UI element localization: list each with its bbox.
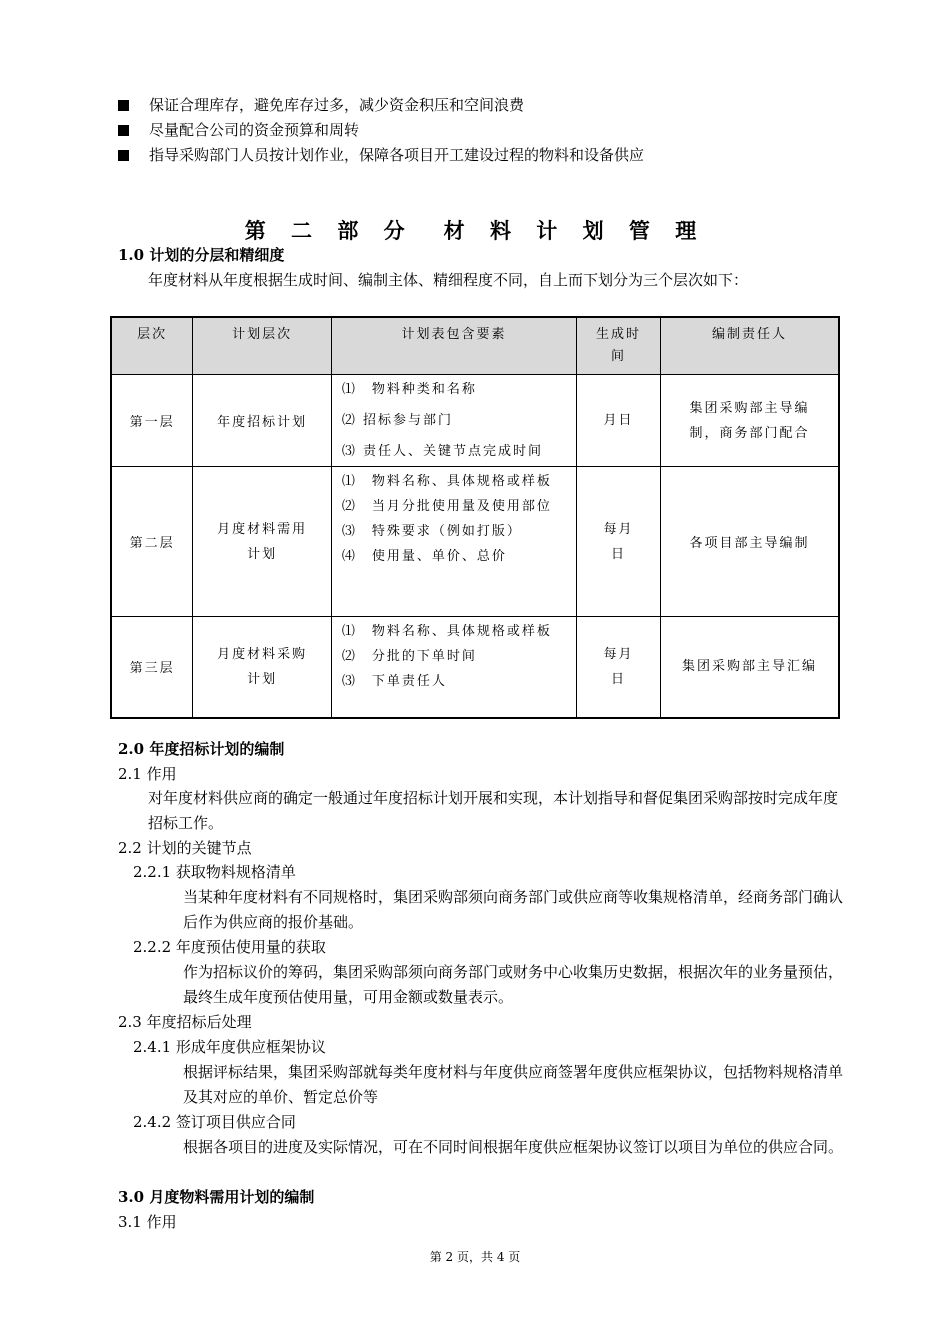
bullet-item: 指导采购部门人员按计划作业，保障各项目开工建设过程的物料和设备供应 [118,144,644,166]
item-line: ⑴ 物料种类和名称 [341,382,477,397]
subsubsection-title: 2.4.2 签订项目供应合同 [133,1113,296,1131]
bullet-square-icon [118,100,129,111]
owner-cell: 集团采购部主导编制，商务部门配合 [660,375,839,467]
subsubsection-title: 2.4.1 形成年度供应框架协议 [133,1038,326,1056]
plan-cell: 年度招标计划 [193,375,332,467]
item-line: ⑷ 使用量、单价、总价 [341,549,507,564]
bullet-square-icon [118,125,129,136]
paragraph: 当某种年度材料有不同规格时，集团采购部须向商务部门或供应商等收集规格清单，经商务部门确认后作为供应商的报价基础。 [183,888,844,931]
items-cell [331,617,576,718]
table-row [111,467,839,617]
bullet-item: 尽量配合公司的资金预算和周转 [118,119,359,141]
header-cell: 计划表包含要素 [331,317,576,375]
subsection-title: 3.1 作用 [118,1213,177,1231]
section-heading-1: 1.0 计划的分层和精细度 [118,246,285,264]
item-line: ⑵ 招标参与部门 [341,413,454,428]
subsection-title: 2.2 计划的关键节点 [118,839,252,857]
paragraph: 根据各项目的进度及实际情况，可在不同时间根据年度供应框架协议签订以项目为单位的供应合同。 [183,1138,844,1156]
items-cell [331,375,576,467]
subsubsection-title: 2.2.2 年度预估使用量的获取 [133,938,326,956]
level-cell: 第三层 [111,617,193,718]
item-line: ⑶ 特殊要求（例如打版） [341,524,522,539]
item-line: ⑴ 物料名称、具体规格或样板 [341,624,552,639]
time-cell: 月日 [577,375,661,467]
header-cell: 计划层次 [193,317,332,375]
item-line: ⑵ 当月分批使用量及使用部位 [341,499,552,514]
level-cell: 第一层 [111,375,193,467]
paragraph: 根据评标结果，集团采购部就每类年度材料与年度供应商签署年度供应框架协议，包括物料规格清单及其对应的单价、暂定总价等 [183,1063,844,1106]
section-heading-2: 2.0 年度招标计划的编制 [118,740,285,758]
subsubsection-title: 2.2.1 获取物料规格清单 [133,863,296,881]
table-row [111,375,839,467]
time-cell: 每月日 [577,617,661,718]
header-cell: 层次 [111,317,193,375]
section-1-intro: 年度材料从年度根据生成时间、编制主体、精细程度不同，自上而下划分为三个层次如下： [148,271,749,289]
paragraph: 对年度材料供应商的确定一般通过年度招标计划开展和实现，本计划指导和督促集团采购部按时完成年度招标工作。 [148,789,839,832]
subsection-title: 2.3 年度招标后处理 [118,1013,252,1031]
items-cell [331,467,576,617]
bullet-item: 保证合理库存，避免库存过多，减少资金积压和空间浪费 [118,94,524,116]
owner-cell: 集团采购部主导汇编 [660,617,839,718]
header-cell: 生成时间 [577,317,661,375]
item-line: ⑴ 物料名称、具体规格或样板 [341,474,552,489]
table-row [111,617,839,718]
plan-cell: 月度材料采购计划 [193,617,332,718]
plan-cell: 月度材料需用计划 [193,467,332,617]
part-title: 第 二 部 分 材 料 计 划 管 理 [244,218,706,243]
section-heading-3: 3.0 月度物料需用计划的编制 [118,1188,315,1206]
owner-cell: 各项目部主导编制 [660,467,839,617]
bullet-square-icon [118,150,129,161]
item-line: ⑶ 下单责任人 [341,674,447,689]
table-header-row [111,317,839,375]
item-line: ⑶ 责任人、关键节点完成时间 [341,444,544,459]
paragraph: 作为招标议价的筹码，集团采购部须向商务部门或财务中心收集历史数据，根据次年的业务量预估，最终生成年度预估使用量，可用金额或数量表示。 [183,963,844,1006]
plan-levels-table [110,316,840,719]
subsection-title: 2.1 作用 [118,765,177,783]
header-cell: 编制责任人 [660,317,839,375]
level-cell: 第二层 [111,467,193,617]
page-footer: 第 2 页，共 4 页 [429,1250,521,1264]
time-cell: 每月日 [577,467,661,617]
item-line: ⑵ 分批的下单时间 [341,649,477,664]
